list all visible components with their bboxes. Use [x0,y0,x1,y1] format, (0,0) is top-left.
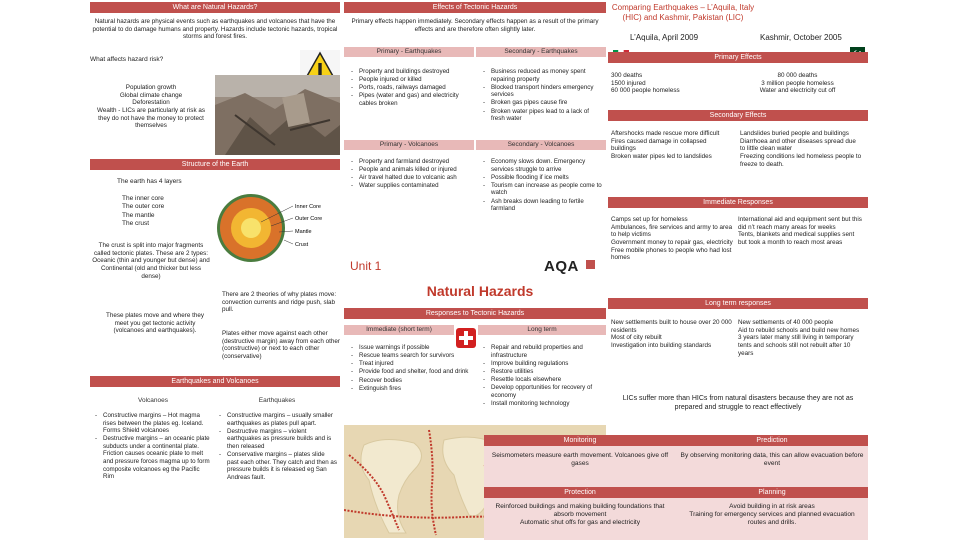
laquila-longterm-responses: New settlements built to house over 20 000 residents Most of city rebuilt Investigation into building standards [611,319,732,350]
hazard-risk-factors: Population growth Global climate change Deforestation Wealth - LICs are particularly at risk as they do not have the money to protect themselves [96,84,205,130]
prediction-text: By observing monitoring data, this can allow evacuation before event [680,452,864,468]
list-item: - Constructive margins – Hot magma rises between the plates eg. Iceland. Forms Shield volcanoes [94,412,212,435]
longterm-responses-bar: Long term responses [608,298,868,309]
list-item: - Restore utilities [482,368,606,376]
list-item: - Ports, roads, railways damaged [350,84,472,92]
longterm-subheader: Long term [478,325,606,335]
page-title: Natural Hazards [426,283,534,299]
diagram-label: Mantle [295,229,312,235]
list-item: - Property and buildings destroyed [350,68,472,76]
earthquake-margins-list [218,412,338,482]
immediate-responses-list [350,344,472,393]
secondary-vol-list [482,158,604,213]
list-item: - People and animals killed or injured [350,166,472,174]
list-item: - Constructive margins – usually smaller earthquakes as plates pull apart. [218,412,338,427]
natural-hazards-definition: Natural hazards are physical events such as earthquakes and volcanoes that have the potential to do damage humans and property. Hazards include tectonic hazards, tropical storms and forest fires. [92,18,338,41]
hazard-risk-heading: What affects hazard risk? [90,56,164,63]
kashmir-label: Kashmir, October 2005 [760,33,842,42]
diagram-label: Crust [295,242,309,248]
diagram-label: Inner Core [295,204,321,210]
secondary-vol-subheader: Secondary - Volcanoes [476,140,606,150]
responses-header: Responses to Tectonic Hazards [344,308,606,319]
effects-header: Effects of Tectonic Hazards [344,2,606,13]
primary-vol-subheader: Primary - Volcanoes [344,140,474,150]
primary-vol-list [350,158,472,191]
kashmir-secondary-effects: Landslides buried people and buildings Diarrhoea and other diseases spread due to little clean water Freezing conditions led homeless people to freeze to death. [740,130,862,168]
protection-text: Reinforced buildings and making building foundations that absorb movement Automatic shut offs for gas and electricity [495,503,665,527]
volcano-margins-list [94,412,212,481]
earth-layers-list: The inner core The outer core The mantle The crust [122,195,165,228]
list-item: - Tourism can increase as people come to watch [482,182,604,197]
list-item: - Issue warnings if possible [350,344,472,352]
list-item: - Ash breaks down leading to fertile farmland [482,198,604,213]
effects-intro: Primary effects happen immediately. Secondary effects happen as a result of the primary effects and are therefore often slightly later. [351,18,599,33]
earth-structure-diagram [215,192,340,264]
aqa-logo-mark-icon [586,260,595,269]
list-item: - Install monitoring technology [482,400,606,408]
planning-text: Avoid building in at risk areas Training for emergency services and planned evacuation routes and drills. [689,503,855,527]
list-item: - Destructive margins – violent earthquakes as pressure builds and is then released [218,428,338,451]
plate-movement-theories: There are 2 theories of why plates move: convection currents and ridge push, slab pull. [222,291,337,314]
kashmir-longterm-responses: New settlements of 40 000 people Aid to rebuild schools and build new homes 3 years later many still living in temporary tents and schools still not rebuilt after 10 years [738,319,860,357]
list-item: - Destructive margins – an oceanic plate subducts under a continental plate. Friction causes oceanic plate to melt and pressure forces magma up to form composite volcanoes eg the Pacific Rim [94,435,212,480]
list-item: - Develop opportunities for recovery of economy [482,384,606,399]
list-item: - Conservative margins – plates slide past each other. They catch and then as pressure builds it is released eg San Andreas fault. [218,451,338,481]
list-item: - Business reduced as money spent repairing property [482,68,604,83]
aqa-logo: AQA [544,258,579,275]
primary-effects-bar: Primary Effects [608,52,868,63]
list-item: - Resettle locals elsewhere [482,376,606,384]
kashmir-primary-effects: 80 000 deaths 3 million people homeless Water and electricity cut off [759,72,836,95]
planning-header: Planning [676,487,868,498]
list-item: - Improve building regulations [482,360,606,368]
natural-hazards-header: What are Natural Hazards? [90,2,340,13]
list-item: - Blocked transport hinders emergency services [482,84,604,99]
list-item: - Extinguish fires [350,385,472,393]
list-item: - Repair and rebuild properties and infrastructure [482,344,606,359]
laquila-secondary-effects: Aftershocks made rescue more difficult Fires caused damage in collapsed buildings Broken water pipes led to landslides [611,130,720,161]
primary-eq-subheader: Primary - Earthquakes [344,47,474,57]
earthquakes-subheader: Earthquakes [258,397,296,404]
laquila-immediate-responses: Camps set up for homeless Ambulances, fire services and army to area to help victims Government money to repair gas, electricity Free mobile phones to people who had lost homes [611,216,733,262]
protection-header: Protection [484,487,676,498]
immediate-responses-bar: Immediate Responses [608,197,868,208]
earth-layers-intro: The earth has 4 layers [117,178,182,185]
structure-header: Structure of the Earth [90,159,340,170]
prediction-header: Prediction [676,435,868,446]
list-item: - Pipes (water and gas) and electricity cables broken [350,92,472,107]
plate-margins-text: Plates either move against each other (destructive margin) away from each other (constructive) or next to each other (conservative) [222,330,340,361]
list-item: - Provide food and shelter, food and drink [350,368,472,376]
comparison-header: Comparing Earthquakes – L’Aquila, Italy (HIC) and Kashmir, Pakistan (LIC) [611,3,755,23]
list-item: - Property and farmland destroyed [350,158,472,166]
tectonic-plates-text: The crust is split into major fragments called tectonic plates. These are 2 types: Oceanic (thin and younger but dense) and Continental (old and thicker but less dense) [92,242,210,280]
volcanoes-subheader: Volcanoes [138,397,168,404]
lic-hic-summary: LICs suffer more than HICs from natural disasters because they are not as prepared and struggle to react effectively [622,395,854,412]
unit-label: Unit 1 [350,259,382,273]
earthquake-damage-photo [215,75,340,155]
laquila-label: L’Aquila, April 2009 [630,33,699,42]
list-item: - Air travel halted due to volcanic ash [350,174,472,182]
list-item: - Possible flooding if ice melts [482,174,604,182]
longterm-responses-list [482,344,606,408]
list-item: - Broken water pipes lead to a lack of fresh water [482,108,604,123]
list-item: - Recover bodies [350,377,472,385]
immediate-subheader: Immediate (short term) [344,325,454,335]
list-item: - Rescue teams search for survivors [350,352,472,360]
secondary-eq-subheader: Secondary - Earthquakes [476,47,606,57]
diagram-label: Outer Core [295,216,323,222]
secondary-eq-list [482,68,604,123]
monitoring-header: Monitoring [484,435,676,446]
list-item: - Economy slows down. Emergency services struggle to arrive [482,158,604,173]
laquila-primary-effects: 300 deaths 1500 injured 60 000 people homeless [611,72,680,95]
plate-activity-text: These plates move and where they meet you get tectonic activity (volcanoes and earthquakes). [105,312,204,335]
list-item: - People injured or killed [350,76,472,84]
eq-volcanoes-header: Earthquakes and Volcanoes [90,376,340,387]
secondary-effects-bar: Secondary Effects [608,110,868,121]
list-item: - Treat injured [350,360,472,368]
primary-eq-list [350,68,472,108]
kashmir-immediate-responses: International aid and equipment sent but this did n’t reach many areas for weeks Tents, blankets and medical supplies sent but took a month to reach most areas [738,216,862,247]
list-item: - Water supplies contaminated [350,182,472,190]
list-item: - Broken gas pipes cause fire [482,99,604,107]
monitoring-text: Seismometers measure earth movement. Volcanoes give off gases [491,452,669,468]
